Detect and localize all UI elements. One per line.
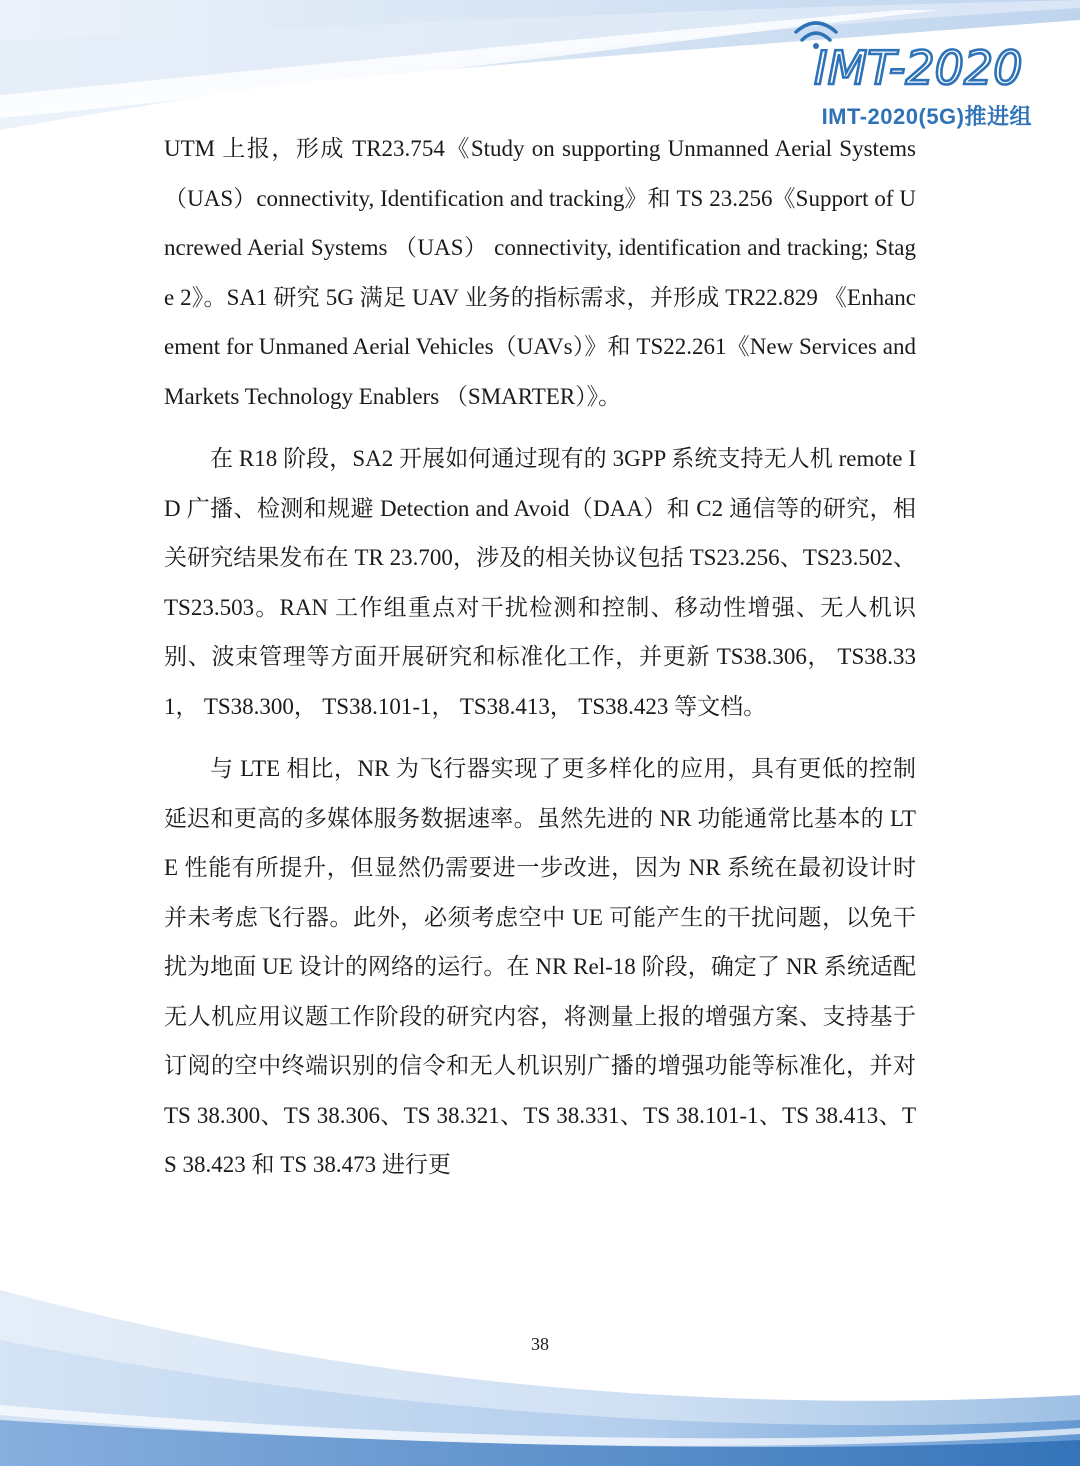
page-number: 38 (531, 1334, 549, 1354)
paragraph-2: 在 R18 阶段，SA2 开展如何通过现有的 3GPP 系统支持无人机 remote ID 广播、检测和规避 Detection and Avoid（DAA）和 C2 通信等的研究，相关研究结果发布在 TR 23.700，涉及的相关协议包括 TS23.256、TS23.502、TS23.503。RAN 工作组重点对干扰检测和控制、移动性增强、无人机识别、波束管理等方面开展研究和标准化工作，并更新 TS38.306， TS38.331， TS38.300， TS38.101-1， TS38.413， TS38.423 等文档。 (164, 446, 916, 719)
logo-subtitle: IMT-2020(5G)推进组 (821, 104, 1032, 129)
imt2020-logo-mark (792, 18, 1032, 98)
imt2020-logo (792, 18, 1032, 133)
paragraph-1: UTM 上报，形成 TR23.754《Study on supporting Unmanned Aerial Systems（UAS）connectivity, Identification and tracking》和 TS 23.256《Support of Uncrewed Aerial Systems （UAS） connectivity, identification and tracking; Stage 2》。SA1 研究 5G 满足 UAV 业务的指标需求，并形成 TR22.829 《Enhancement for Unmaned Aerial Vehicles（UAVs）》和 TS22.261《New Services and Markets Technology Enablers （SMARTER）》。 (164, 136, 916, 409)
paragraph-3: 与 LTE 相比，NR 为飞行器实现了更多样化的应用，具有更低的控制延迟和更高的多媒体服务数据速率。虽然先进的 NR 功能通常比基本的 LTE 性能有所提升，但显然仍需要进一步改进，因为 NR 系统在最初设计时并未考虑飞行器。此外，必须考虑空中 UE 可能产生的干扰问题，以免干扰为地面 UE 设计的网络的运行。在 NR Rel-18 阶段，确定了 NR 系统适配无人机应用议题工作阶段的研究内容，将测量上报的增强方案、支持基于订阅的空中终端识别的信令和无人机识别广播的增强功能等标准化，并对 TS 38.300、TS 38.306、TS 38.321、TS 38.331、TS 38.101-1、TS 38.413、TS 38.423 和 TS 38.473 进行更 (164, 756, 916, 1177)
logo-wordmark: IMT-2020 (814, 41, 1023, 95)
body-text (164, 124, 916, 1190)
